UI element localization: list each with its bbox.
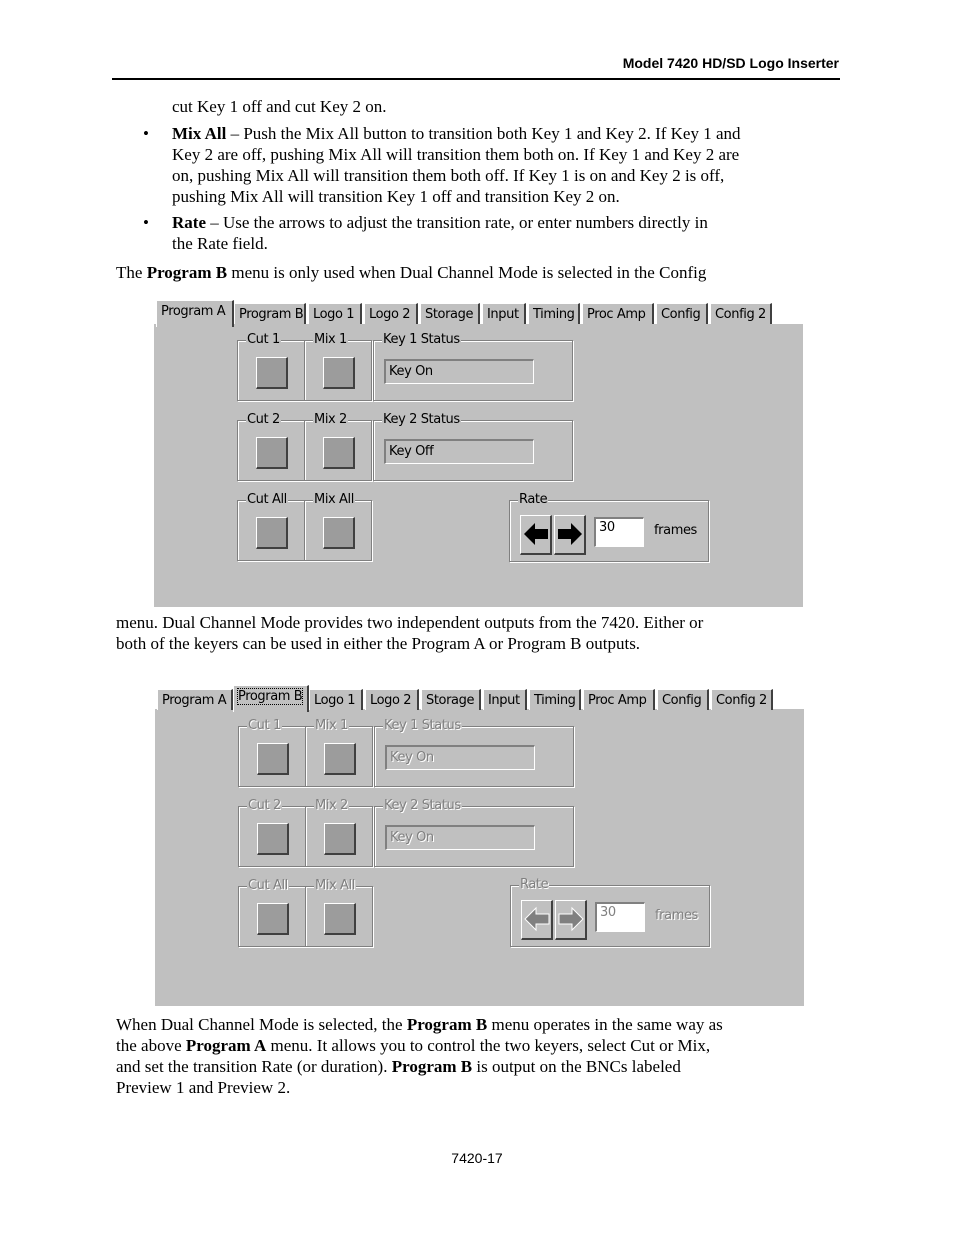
cut-1-group [237, 332, 305, 401]
tab-strip [154, 300, 803, 326]
rate-increase-button[interactable] [555, 900, 587, 940]
arrow-right-icon [558, 906, 584, 932]
key-1-status-group [374, 718, 574, 787]
tab-config[interactable]: Config [656, 303, 708, 324]
cut-all-group [237, 492, 305, 561]
bullet-dot: • [143, 124, 149, 143]
tab-proc-amp[interactable]: Proc Amp [583, 689, 655, 710]
group-label: Cut 1 [247, 332, 280, 347]
text: Preview 1 and Preview 2. [116, 1078, 291, 1097]
cut-1-group [238, 718, 306, 787]
cut-all-button[interactable] [257, 903, 289, 935]
bullet-term: Rate [172, 213, 206, 232]
tab-timing[interactable]: Timing [528, 303, 580, 324]
text: is output on the BNCs labeled [472, 1057, 681, 1076]
tab-input[interactable]: Input [483, 689, 527, 710]
tab-strip [155, 685, 804, 711]
page-number: 7420-17 [451, 1150, 503, 1166]
bullet-text: on, pushing Mix All will transition them both off. If Key 1 is on and Key 2 is off, [172, 166, 725, 185]
cut-2-button[interactable] [257, 823, 289, 855]
text: The [116, 263, 147, 282]
header-rule [112, 78, 840, 80]
tab-config-2[interactable]: Config 2 [711, 689, 773, 710]
group-label: Cut All [248, 878, 288, 893]
bullet-text: – Use the arrows to adjust the transition rate, or enter numbers directly in [205, 213, 708, 232]
group-label: Mix 1 [314, 332, 347, 347]
key-2-status-group [373, 412, 573, 481]
bullet-text: pushing Mix All will transition Key 1 off and transition Key 2 on. [172, 187, 620, 206]
text: menu operates in the same way as [487, 1015, 723, 1034]
mix-all-button[interactable] [324, 903, 356, 935]
program-b-intro [116, 262, 706, 283]
mix-2-group [305, 798, 373, 867]
cut-all-button[interactable] [256, 517, 288, 549]
text: the above [116, 1036, 186, 1055]
group-label: Rate [519, 492, 548, 507]
group-label: Cut 2 [248, 798, 281, 813]
arrow-right-icon [557, 521, 583, 547]
mix-2-button[interactable] [323, 437, 355, 469]
group-label: Key 2 Status [384, 798, 461, 813]
tab-storage[interactable]: Storage [421, 689, 481, 710]
cut-2-group [238, 798, 306, 867]
text: and set the transition Rate (or duration). [116, 1057, 392, 1076]
tab-logo-2[interactable]: Logo 2 [364, 303, 418, 324]
group-label: Mix 1 [315, 718, 348, 733]
bold-term: Program B [146, 263, 228, 282]
rate-group [509, 492, 709, 562]
closing-paragraph [116, 1014, 723, 1098]
tab-config[interactable]: Config [657, 689, 709, 710]
bullet-dot: • [143, 213, 149, 232]
group-label: Cut 2 [247, 412, 280, 427]
dual-channel-paragraph [116, 612, 703, 654]
tab-timing[interactable]: Timing [529, 689, 581, 710]
bold-term: Program B [406, 1015, 488, 1034]
rate-input[interactable]: 30 [595, 902, 645, 932]
cut-1-button[interactable] [257, 743, 289, 775]
bullet-mix-all [172, 123, 741, 207]
group-label: Rate [520, 877, 549, 892]
text: When Dual Channel Mode is selected, the [116, 1015, 407, 1034]
tab-logo-1[interactable]: Logo 1 [309, 689, 363, 710]
tab-storage[interactable]: Storage [420, 303, 480, 324]
text: menu is only used when Dual Channel Mode is selected in the Config [227, 263, 707, 282]
tab-proc-amp[interactable]: Proc Amp [582, 303, 654, 324]
rate-group [510, 877, 710, 947]
group-label: Cut 1 [248, 718, 281, 733]
arrow-left-icon [524, 906, 550, 932]
bullet-term: Mix All [172, 124, 227, 143]
key-2-status-field: Key On [385, 825, 535, 850]
page-header-title: Model 7420 HD/SD Logo Inserter [622, 55, 839, 71]
program-b-dialog [154, 685, 804, 1006]
bullet-text: – Push the Mix All button to transition both Key 1 and Key 2. If Key 1 and [226, 124, 741, 143]
tab-program-a[interactable]: Program A [156, 300, 234, 327]
tab-program-b[interactable]: Program B [233, 685, 309, 712]
group-label: Key 1 Status [384, 718, 461, 733]
tab-program-b[interactable]: Program B [234, 303, 306, 324]
key-2-status-field: Key Off [384, 439, 534, 464]
cut-2-group [237, 412, 305, 481]
mix-1-group [304, 332, 372, 401]
frames-label: frames [654, 523, 697, 538]
mix-1-button[interactable] [324, 743, 356, 775]
mix-2-group [304, 412, 372, 481]
program-a-dialog [154, 300, 803, 607]
text: menu. It allows you to control the two keyers, select Cut or Mix, [266, 1036, 711, 1055]
intro-continuation: cut Key 1 off and cut Key 2 on. [172, 97, 387, 116]
bullet-text: the Rate field. [172, 234, 268, 253]
mix-2-button[interactable] [324, 823, 356, 855]
mix-all-button[interactable] [323, 517, 355, 549]
key-1-status-field: Key On [385, 745, 535, 770]
mix-1-button[interactable] [323, 357, 355, 389]
cut-all-group [238, 878, 306, 947]
key-2-status-group [374, 798, 574, 867]
mix-1-group [305, 718, 373, 787]
rate-decrease-button[interactable] [520, 515, 552, 555]
key-1-status-field: Key On [384, 359, 534, 384]
group-label: Mix All [315, 878, 355, 893]
tab-logo-1[interactable]: Logo 1 [308, 303, 362, 324]
group-label: Mix 2 [315, 798, 348, 813]
mix-all-group [304, 492, 372, 561]
mix-all-group [305, 878, 373, 947]
group-label: Mix All [314, 492, 354, 507]
key-1-status-group [373, 332, 573, 401]
group-label: Mix 2 [314, 412, 347, 427]
tab-program-a[interactable]: Program A [157, 689, 233, 710]
text: both of the keyers can be used in either the Program A or Program B outputs. [116, 634, 641, 653]
bullet-rate [172, 212, 708, 254]
group-label: Cut All [247, 492, 287, 507]
group-label: Key 2 Status [383, 412, 460, 427]
text: menu. Dual Channel Mode provides two independent outputs from the 7420. Either or [116, 613, 704, 632]
rate-decrease-button[interactable] [521, 900, 553, 940]
bold-term: Program A [185, 1036, 267, 1055]
tab-config-2[interactable]: Config 2 [710, 303, 772, 324]
bold-term: Program B [391, 1057, 473, 1076]
rate-increase-button[interactable] [554, 515, 586, 555]
group-label: Key 1 Status [383, 332, 460, 347]
arrow-left-icon [523, 521, 549, 547]
cut-2-button[interactable] [256, 437, 288, 469]
frames-label: frames [655, 908, 698, 923]
tab-input[interactable]: Input [482, 303, 526, 324]
bullet-text: Key 2 are off, pushing Mix All will transition them both on. If Key 1 and Key 2 are [172, 145, 740, 164]
tab-logo-2[interactable]: Logo 2 [365, 689, 419, 710]
rate-input[interactable]: 30 [594, 517, 644, 547]
cut-1-button[interactable] [256, 357, 288, 389]
